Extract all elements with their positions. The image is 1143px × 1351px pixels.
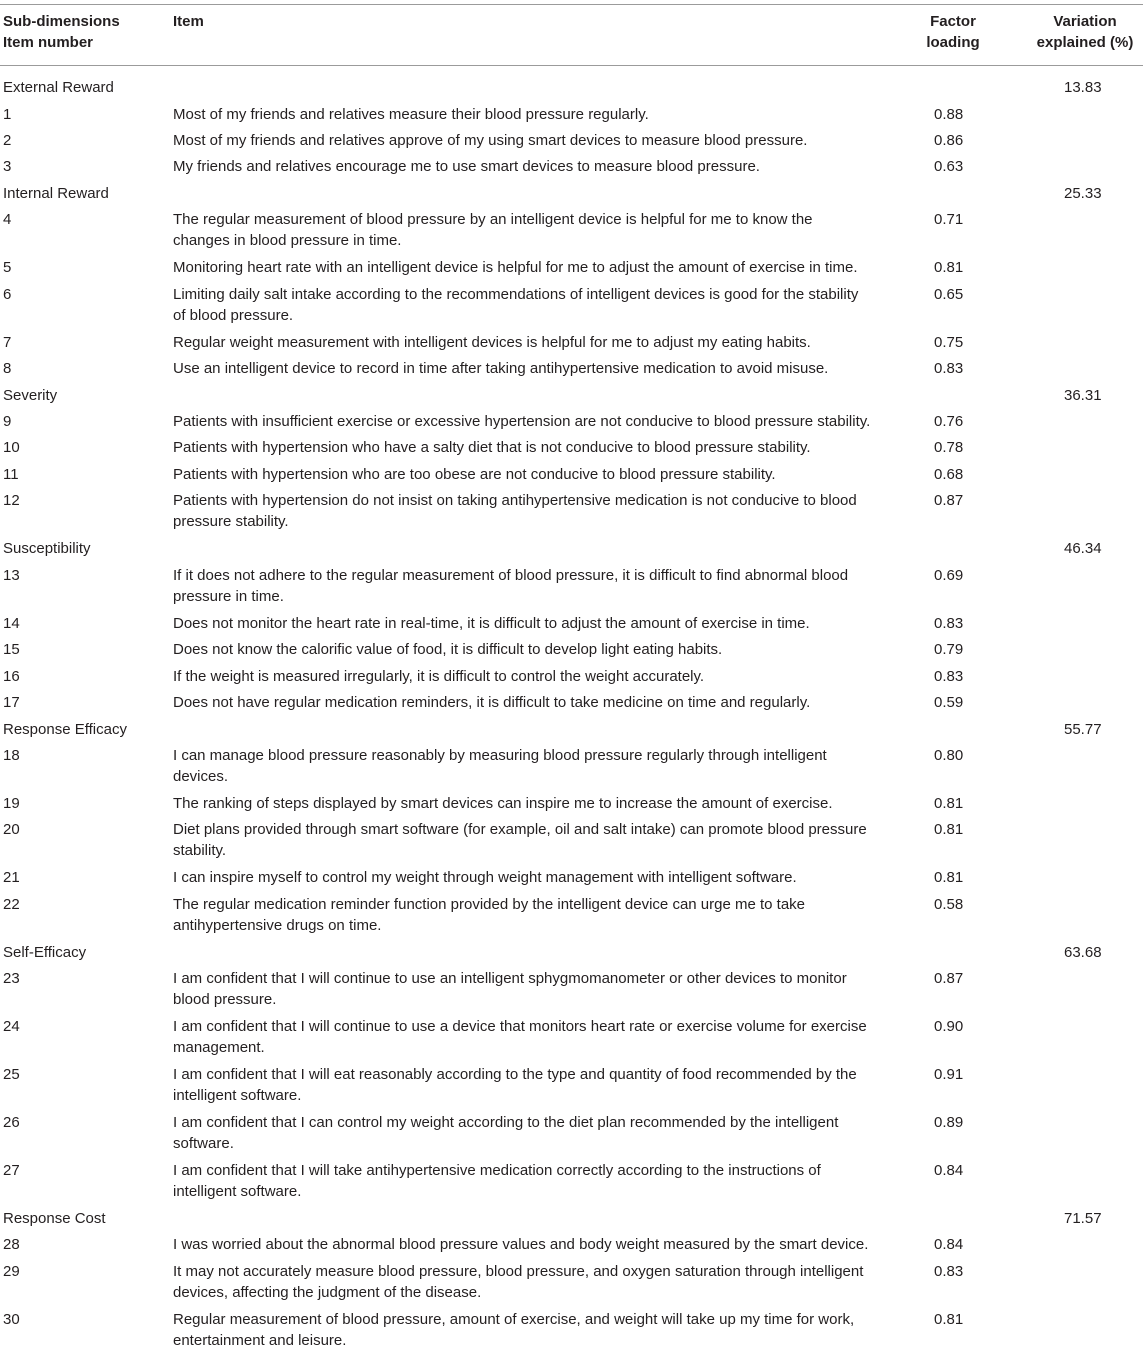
item-number: 6 (3, 285, 12, 303)
item-number: 15 (3, 641, 20, 659)
item-text-line: Does not know the calorific value of food, it is difficult to develop light eating habits. (173, 641, 723, 659)
item-text-line: stability. (173, 842, 227, 860)
item-number: 9 (3, 412, 12, 430)
item-text-line: changes in blood pressure in time. (173, 232, 402, 250)
factor-loading: 0.81 (934, 821, 964, 839)
item-number: 29 (3, 1262, 20, 1280)
factor-loading: 0.75 (934, 333, 964, 351)
factor-loading: 0.87 (934, 492, 964, 510)
item-text-line: Patients with hypertension who are too obese are not conducive to blood pressure stability. (173, 465, 776, 483)
item-text-line: intelligent software. (173, 1087, 302, 1104)
item-text (173, 1261, 893, 1303)
item-text-line: antihypertensive drugs on time. (173, 916, 382, 934)
header-factor-loading (922, 11, 984, 53)
item-number: 18 (3, 746, 20, 764)
factor-loading: 0.59 (934, 694, 964, 711)
factor-loading: 0.83 (934, 667, 964, 685)
group-name: Self-Efficacy (3, 943, 87, 961)
item-number: 8 (3, 360, 12, 377)
header-var-line1: Variation (1053, 13, 1117, 30)
factor-loading: 0.83 (934, 1262, 964, 1280)
item-text (173, 284, 893, 326)
item-number: 27 (3, 1161, 20, 1179)
item-number: 26 (3, 1114, 20, 1131)
item-text-line: I am confident that I will eat reasonably according to the type and quantity of food recommended by the (173, 1066, 857, 1083)
variation-explained: 36.31 (1064, 386, 1102, 404)
variation-explained: 13.83 (1064, 79, 1102, 96)
factor-loading: 0.88 (934, 105, 964, 123)
item-text-line: The regular measurement of blood pressure by an intelligent device is helpful for me to know the (173, 211, 813, 229)
factor-loading: 0.86 (934, 131, 964, 149)
item-text-line: Diet plans provided through smart software (for example, oil and salt intake) can promote blood pressure (173, 821, 867, 839)
item-text-line: It may not accurately measure blood pressure, blood pressure, and oxygen saturation through intelligent (173, 1262, 864, 1280)
item-text-line: If it does not adhere to the regular measurement of blood pressure, it is difficult to find abnormal blood (173, 566, 849, 584)
item-number: 21 (3, 869, 20, 887)
item-text-line: Regular weight measurement with intelligent devices is helpful for me to adjust my eating habits. (173, 333, 811, 351)
item-text-line: software. (173, 1135, 234, 1152)
item-number: 14 (3, 614, 20, 632)
item-text-line: management. (173, 1039, 265, 1057)
item-text-line: Patients with hypertension do not insist on taking antihypertensive medication is not conducive to blood (173, 492, 857, 510)
header-bottom-rule (0, 65, 1143, 66)
item-number: 22 (3, 895, 20, 913)
variation-explained: 71.57 (1064, 1209, 1102, 1227)
item-text-line: I can manage blood pressure reasonably by measuring blood pressure regularly through intelligent (173, 746, 827, 764)
item-number: 3 (3, 158, 12, 176)
item-number: 30 (3, 1310, 20, 1328)
factor-loading: 0.81 (934, 259, 964, 277)
item-text-line: Limiting daily salt intake according to the recommendations of intelligent devices is good for the stability (173, 285, 859, 303)
item-text (173, 209, 893, 251)
item-text (173, 894, 893, 936)
factor-loading: 0.87 (934, 970, 964, 988)
factor-loading: 0.81 (934, 794, 964, 812)
group-name: Internal Reward (3, 184, 109, 202)
item-text-line: Patients with insufficient exercise or excessive hypertension are not conducive to blood pressure stability. (173, 412, 871, 430)
item-text (173, 819, 893, 861)
item-text-line: The regular medication reminder function provided by the intelligent device can urge me to take (173, 895, 806, 913)
item-number: 2 (3, 131, 12, 149)
header-variation-explained (1028, 11, 1142, 53)
item-number: 19 (3, 794, 20, 812)
item-text (173, 1309, 893, 1351)
item-text (173, 104, 893, 125)
item-text-line: Regular measurement of blood pressure, amount of exercise, and weight will take up my time for work, (173, 1310, 855, 1328)
item-text-line: devices, affecting the judgment of the disease. (173, 1283, 482, 1301)
factor-loading: 0.91 (934, 1066, 964, 1083)
item-text (173, 666, 893, 687)
item-text (173, 1234, 893, 1255)
variation-explained: 25.33 (1064, 184, 1102, 202)
group-name: Response Cost (3, 1209, 106, 1227)
group-name: Susceptibility (3, 540, 91, 558)
item-number: 11 (3, 465, 19, 483)
item-text (173, 156, 893, 177)
item-text-line: Does not monitor the heart rate in real-time, it is difficult to adjust the amount of exercise in time. (173, 614, 810, 632)
factor-loading: 0.84 (934, 1236, 964, 1254)
item-text (173, 464, 893, 485)
item-text-line: The ranking of steps displayed by smart devices can inspire me to increase the amount of exercise. (173, 794, 833, 812)
header-var-line2: explained (%) (1036, 34, 1134, 51)
item-text (173, 332, 893, 353)
factor-loading: 0.80 (934, 746, 964, 764)
item-text-line: devices. (173, 767, 229, 785)
item-text-line: I can inspire myself to control my weight through weight management with intelligent software. (173, 869, 797, 887)
item-text (173, 411, 893, 432)
item-text-line: My friends and relatives encourage me to use smart devices to measure blood pressure. (173, 158, 760, 176)
item-text-line: Most of my friends and relatives approve of my using smart devices to measure blood pressure. (173, 131, 808, 149)
item-text-line: pressure in time. (173, 587, 284, 605)
table-top-rule (0, 4, 1143, 5)
item-number: 5 (3, 259, 12, 277)
item-text-line: I am confident that I will continue to use a device that monitors heart rate or exercise volume for exercise (173, 1018, 867, 1036)
group-name: Severity (3, 386, 58, 404)
factor-loading: 0.69 (934, 566, 964, 584)
item-text-line: Patients with hypertension who have a salty diet that is not conducive to blood pressure stability. (173, 439, 811, 457)
item-text-line: of blood pressure. (173, 306, 294, 324)
factor-loading: 0.71 (934, 211, 964, 229)
factor-loading: 0.81 (934, 869, 964, 887)
item-number: 20 (3, 821, 20, 839)
group-name: Response Efficacy (3, 720, 127, 738)
item-text-line: I am confident that I will continue to use an intelligent sphygmomanometer or other devices to monitor (173, 970, 847, 988)
variation-explained: 46.34 (1064, 540, 1102, 558)
header-sub-line2: Item number (3, 34, 94, 51)
header-factor-line1: Factor (930, 13, 976, 30)
item-text-line: If the weight is measured irregularly, it is difficult to control the weight accurately. (173, 667, 705, 685)
factor-loading: 0.90 (934, 1018, 964, 1036)
factor-loading: 0.63 (934, 158, 964, 176)
factor-loading: 0.83 (934, 360, 964, 377)
item-number: 1 (3, 105, 12, 123)
factor-loading: 0.78 (934, 439, 964, 457)
factor-loading: 0.89 (934, 1114, 964, 1131)
factor-loading: 0.68 (934, 465, 964, 483)
item-text-line: pressure stability. (173, 513, 289, 531)
item-number: 10 (3, 439, 20, 457)
item-number: 25 (3, 1066, 20, 1083)
item-text (173, 613, 893, 634)
header-sub-dimensions (3, 11, 120, 53)
item-text (173, 1160, 893, 1202)
factor-loading: 0.79 (934, 641, 964, 659)
item-text (173, 130, 893, 151)
item-text (173, 1016, 893, 1058)
item-text (173, 867, 893, 888)
item-text (173, 437, 893, 458)
item-text (173, 1064, 893, 1106)
item-text-line: Does not have regular medication reminders, it is difficult to take medicine on time and regularly. (173, 694, 811, 711)
item-text-line: blood pressure. (173, 991, 277, 1009)
factor-loading: 0.65 (934, 285, 964, 303)
factor-loading: 0.83 (934, 614, 964, 632)
factor-loading: 0.58 (934, 895, 964, 913)
item-text (173, 358, 893, 379)
item-text-line: I was worried about the abnormal blood pressure values and body weight measured by the smart device. (173, 1236, 869, 1254)
item-number: 17 (3, 694, 20, 711)
factor-loading: 0.76 (934, 412, 964, 430)
item-number: 16 (3, 667, 20, 685)
item-number: 4 (3, 211, 12, 229)
header-item: Item (173, 13, 204, 30)
factor-loading: 0.84 (934, 1161, 964, 1179)
item-number: 7 (3, 333, 12, 351)
item-number: 24 (3, 1018, 20, 1036)
item-text-line: Use an intelligent device to record in time after taking antihypertensive medication to avoid misuse. (173, 360, 829, 377)
item-number: 13 (3, 566, 20, 584)
item-number: 23 (3, 970, 20, 988)
item-number: 12 (3, 492, 20, 510)
item-text-line: intelligent software. (173, 1182, 302, 1200)
item-text-line: entertainment and leisure. (173, 1331, 347, 1349)
item-text-line: Most of my friends and relatives measure their blood pressure regularly. (173, 105, 649, 123)
group-name: External Reward (3, 79, 114, 96)
item-number: 28 (3, 1236, 20, 1254)
item-text-line: I am confident that I will take antihypertensive medication correctly according to the instructions of (173, 1161, 821, 1179)
item-text (173, 257, 893, 278)
item-text-line: Monitoring heart rate with an intelligent device is helpful for me to adjust the amount of exercise in time. (173, 259, 858, 277)
item-text-line: I am confident that I can control my weight according to the diet plan recommended by the intelligent (173, 1114, 839, 1131)
header-factor-line2: loading (926, 34, 980, 51)
item-text (173, 692, 893, 713)
item-text (173, 968, 893, 1010)
item-text (173, 639, 893, 660)
item-text (173, 745, 893, 787)
item-text (173, 490, 893, 532)
variation-explained: 55.77 (1064, 720, 1102, 738)
variation-explained: 63.68 (1064, 943, 1102, 961)
item-text (173, 1112, 893, 1154)
item-text (173, 565, 893, 607)
item-text (173, 793, 893, 814)
header-sub-line1: Sub-dimensions (3, 13, 120, 30)
factor-loading: 0.81 (934, 1310, 964, 1328)
